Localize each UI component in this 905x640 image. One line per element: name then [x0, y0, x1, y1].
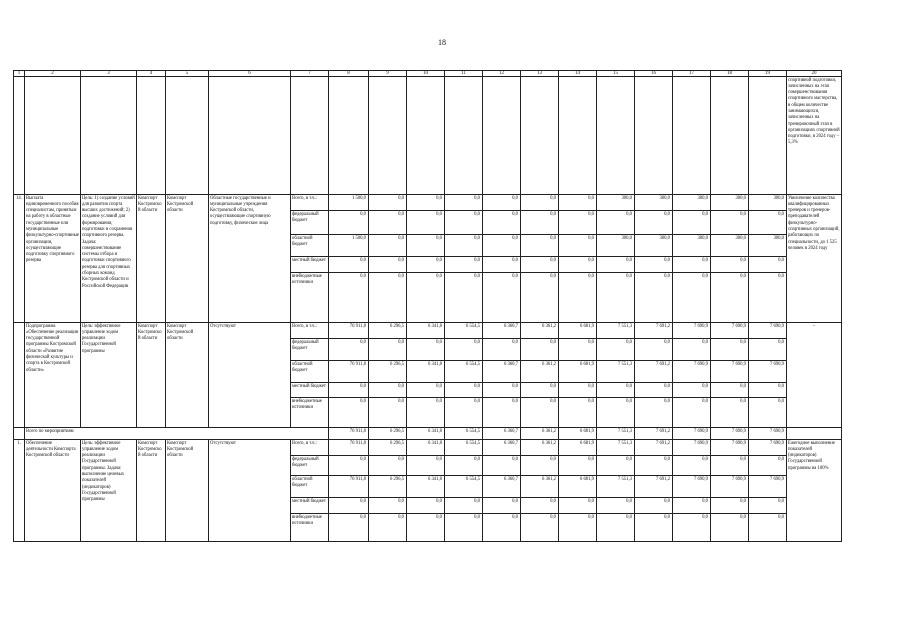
funding-source: внебюджетные источники	[291, 273, 329, 323]
amount-cell: 0,0	[597, 273, 635, 323]
empty-cell	[521, 77, 559, 195]
amount-cell: 6 554,5	[445, 361, 483, 383]
empty-cell	[559, 77, 597, 195]
amount-cell: 0,0	[521, 398, 559, 428]
amount-cell: 0,0	[635, 398, 673, 428]
amount-cell: 0,0	[635, 498, 673, 514]
amount-cell: 6 554,5	[445, 440, 483, 456]
amount-cell: 6 361,2	[521, 476, 559, 498]
amount-cell: 0,0	[369, 257, 407, 273]
amount-cell: 0,0	[521, 456, 559, 476]
amount-cell: 0,0	[673, 498, 711, 514]
amount-cell: 0,0	[673, 339, 711, 361]
goal-cell: Цель: эффективное управление ходом реализации Государственной программы	[81, 323, 137, 428]
column-number: 5	[166, 71, 209, 77]
column-number: 14	[559, 71, 597, 77]
amount-cell: 0,0	[635, 339, 673, 361]
amount-cell: 0,0	[329, 211, 369, 235]
empty-cell	[749, 77, 787, 195]
amount-cell: 0,0	[329, 339, 369, 361]
amount-cell: 7 690,9	[673, 476, 711, 498]
amount-cell: 0,0	[711, 339, 749, 361]
executor-cell: Комспорт Костромской области	[137, 195, 166, 323]
amount-cell: 0,0	[749, 383, 787, 398]
amount-cell: 6 360,7	[483, 476, 521, 498]
amount-cell: 7 690,9	[673, 361, 711, 383]
amount-cell: 76 911,8	[329, 428, 369, 440]
coexecutor-cell: Комспорт Костромской области	[166, 440, 209, 542]
amount-cell: 0,0	[407, 257, 445, 273]
column-number: 6	[209, 71, 291, 77]
amount-cell: 6 341,8	[407, 476, 445, 498]
amount-cell: 0,0	[711, 273, 749, 323]
funding-source: местный бюджет	[291, 383, 329, 398]
amount-cell: 7 691,2	[635, 428, 673, 440]
amount-cell: 0,0	[711, 211, 749, 235]
amount-cell: 0,0	[673, 211, 711, 235]
amount-cell: 0,0	[369, 273, 407, 323]
amount-cell: 7 551,3	[597, 428, 635, 440]
amount-cell: 0,0	[445, 383, 483, 398]
empty-cell	[597, 77, 635, 195]
amount-cell: 0,0	[559, 383, 597, 398]
amount-cell: 0,0	[407, 383, 445, 398]
amount-cell: 0,0	[711, 514, 749, 542]
amount-cell: 0,0	[369, 195, 407, 211]
amount-cell: 0,0	[445, 339, 483, 361]
amount-cell: 300,0	[711, 235, 749, 257]
result-cell: Ежегодное выполнение показателей (индикаторов) Государственной программы на 100%	[787, 440, 842, 542]
amount-cell: 7 690,9	[711, 428, 749, 440]
amount-cell: 0,0	[635, 273, 673, 323]
amount-cell: 7 690,9	[673, 440, 711, 456]
amount-cell: 0,0	[329, 398, 369, 428]
column-number: 9	[369, 71, 407, 77]
amount-cell: 300,0	[597, 235, 635, 257]
column-number: 17	[673, 71, 711, 77]
amount-cell: 7 690,9	[711, 476, 749, 498]
amount-cell: 0,0	[635, 211, 673, 235]
empty-cell	[291, 77, 329, 195]
amount-cell: 7 551,3	[597, 323, 635, 339]
empty-cell	[445, 77, 483, 195]
amount-cell: 0,0	[673, 398, 711, 428]
amount-cell: 0,0	[559, 498, 597, 514]
amount-cell: 7 690,9	[673, 428, 711, 440]
coexecutor-cell: Комспорт Костромской области	[166, 195, 209, 323]
amount-cell: 76 911,8	[329, 476, 369, 498]
column-number: 3	[81, 71, 137, 77]
goal-cell: Цель: 1) создание условий для развития спорта высших достижений; 2) создание условий для формирования, подготовки и сохранения спортивного резерва. Задача: совершенствование системы отбора и подготовки спортивного резерва для спортивных сборных команд Костромской области и Российской Федерации	[81, 195, 137, 323]
amount-cell: 0,0	[369, 514, 407, 542]
amount-cell: 0,0	[597, 339, 635, 361]
amount-cell: 6 681,9	[559, 440, 597, 456]
amount-cell: 6 681,9	[559, 361, 597, 383]
amount-cell: 0,0	[483, 456, 521, 476]
amount-cell: 0,0	[369, 339, 407, 361]
amount-cell: 7 551,3	[597, 476, 635, 498]
amount-cell: 300,0	[635, 235, 673, 257]
amount-cell: 7 691,2	[635, 361, 673, 383]
amount-cell: 0,0	[329, 498, 369, 514]
amount-cell: 0,0	[559, 211, 597, 235]
amount-cell: 0,0	[749, 498, 787, 514]
amount-cell: 0,0	[749, 257, 787, 273]
amount-cell: 0,0	[635, 514, 673, 542]
amount-cell: 0,0	[749, 514, 787, 542]
amount-cell: 300,0	[749, 195, 787, 211]
continuation-row	[14, 77, 842, 195]
amount-cell: 0,0	[329, 257, 369, 273]
amount-cell: 7 690,9	[711, 323, 749, 339]
amount-cell: 7 551,3	[597, 440, 635, 456]
amount-cell: 0,0	[369, 235, 407, 257]
amount-cell: 1 500,0	[329, 195, 369, 211]
amount-cell: 0,0	[483, 498, 521, 514]
amount-cell: 6 554,5	[445, 428, 483, 440]
column-number: 2	[25, 71, 81, 77]
amount-cell: 0,0	[445, 235, 483, 257]
amount-cell: 6 681,9	[559, 323, 597, 339]
amount-cell: 0,0	[407, 339, 445, 361]
empty-cell	[329, 77, 369, 195]
executor-cell: Комспорт Костромской области	[137, 323, 166, 428]
amount-cell: 0,0	[559, 456, 597, 476]
recipients-cell: Отсутствуют	[209, 440, 291, 542]
amount-cell: 0,0	[635, 257, 673, 273]
amount-cell: 0,0	[369, 398, 407, 428]
amount-cell: 0,0	[445, 211, 483, 235]
funding-source: Всего, в т.ч.:	[291, 440, 329, 456]
amount-cell: 0,0	[483, 514, 521, 542]
page-number: 18	[438, 38, 446, 47]
amount-cell: 0,0	[559, 398, 597, 428]
amount-cell: 7 690,9	[749, 428, 787, 440]
amount-cell: 6 681,9	[559, 476, 597, 498]
amount-cell: 0,0	[407, 273, 445, 323]
funding-row	[14, 195, 842, 211]
funding-source: областной бюджет	[291, 235, 329, 257]
amount-cell: 0,0	[369, 498, 407, 514]
amount-cell: 6 361,2	[521, 440, 559, 456]
result-cell: Увеличение количества квалифицированных тренеров и тренеров-преподавателей физкультурно-спортивных организаций, работающих по специальности, до 1 525 человек в 2024 году	[787, 195, 842, 323]
amount-cell: 0,0	[559, 235, 597, 257]
amount-cell: 300,0	[749, 235, 787, 257]
column-number: 12	[483, 71, 521, 77]
amount-cell: 0,0	[483, 273, 521, 323]
empty-cell	[25, 77, 81, 195]
amount-cell: 6 341,8	[407, 323, 445, 339]
funding-source: местный бюджет	[291, 257, 329, 273]
column-number: 11	[445, 71, 483, 77]
amount-cell: 0,0	[521, 498, 559, 514]
item-name: Выплата единовременного пособия специалистам, принятым на работу в областные государственные или муниципальные физкультурно-спортивные организации, осуществляющие подготовку спортивного резерва	[25, 195, 81, 323]
coexecutor-cell: Комспорт Костромской области	[166, 323, 209, 428]
amount-cell: 6 360,7	[483, 361, 521, 383]
program-table	[13, 70, 842, 542]
amount-cell: 7 690,9	[749, 361, 787, 383]
funding-source: областной бюджет	[291, 476, 329, 498]
amount-cell: 0,0	[407, 398, 445, 428]
amount-cell: 6 341,8	[407, 428, 445, 440]
amount-cell: 0,0	[445, 498, 483, 514]
amount-cell: 7 690,9	[711, 361, 749, 383]
amount-cell: 0,0	[597, 456, 635, 476]
empty-cell	[166, 77, 209, 195]
amount-cell: 0,0	[445, 456, 483, 476]
amount-cell: 0,0	[369, 383, 407, 398]
amount-cell: 6 360,7	[483, 323, 521, 339]
amount-cell: 0,0	[559, 195, 597, 211]
amount-cell: 7 691,2	[635, 323, 673, 339]
amount-cell: 0,0	[597, 383, 635, 398]
amount-cell: 6 554,5	[445, 476, 483, 498]
amount-cell: 0,0	[711, 257, 749, 273]
column-number: 4	[137, 71, 166, 77]
amount-cell: 0,0	[445, 257, 483, 273]
amount-cell: 6 341,8	[407, 440, 445, 456]
amount-cell: 6 296,5	[369, 361, 407, 383]
empty-cell	[209, 77, 291, 195]
amount-cell: 0,0	[369, 211, 407, 235]
item-name: Подпрограмма «Обеспечение реализации государственной программы Костромской области «Развитие физической культуры и спорта в Костромской области»	[25, 323, 81, 428]
amount-cell: 0,0	[521, 195, 559, 211]
recipients-cell: Областные государственные и муниципальные учреждения Костромской области, осуществляющие спортивную подготовку, физические лица	[209, 195, 291, 323]
empty-cell	[14, 77, 25, 195]
amount-cell: 0,0	[407, 456, 445, 476]
amount-cell: 0,0	[597, 498, 635, 514]
amount-cell: 7 690,9	[673, 323, 711, 339]
funding-source: местный бюджет	[291, 498, 329, 514]
amount-cell: 0,0	[597, 398, 635, 428]
amount-cell: 76 911,8	[329, 323, 369, 339]
empty-cell	[14, 428, 25, 440]
amount-cell: 0,0	[673, 257, 711, 273]
amount-cell: 0,0	[521, 273, 559, 323]
amount-cell: 300,0	[597, 195, 635, 211]
amount-cell: 300,0	[711, 195, 749, 211]
amount-cell: 0,0	[521, 235, 559, 257]
item-number: 14.	[14, 195, 25, 323]
column-number: 16	[635, 71, 673, 77]
item-number: 1.	[14, 440, 25, 542]
amount-cell: 0,0	[559, 514, 597, 542]
amount-cell: 7 690,9	[749, 323, 787, 339]
amount-cell: 300,0	[635, 195, 673, 211]
total-label: Всего по мероприятиям	[25, 428, 329, 440]
amount-cell: 0,0	[407, 514, 445, 542]
column-number: 1	[14, 71, 25, 77]
amount-cell: 6 554,5	[445, 323, 483, 339]
total-row	[14, 428, 842, 440]
amount-cell: 7 691,2	[635, 476, 673, 498]
amount-cell: 0,0	[711, 383, 749, 398]
amount-cell: 6 296,5	[369, 323, 407, 339]
funding-row	[14, 440, 842, 456]
amount-cell: 300,0	[673, 195, 711, 211]
amount-cell: 0,0	[673, 514, 711, 542]
amount-cell: 0,0	[483, 398, 521, 428]
amount-cell: 0,0	[521, 211, 559, 235]
amount-cell: 0,0	[521, 383, 559, 398]
amount-cell: 0,0	[445, 195, 483, 211]
amount-cell: 0,0	[445, 398, 483, 428]
amount-cell: 0,0	[445, 273, 483, 323]
amount-cell: 6 296,5	[369, 428, 407, 440]
executor-cell: Комспорт Костромской области	[137, 440, 166, 542]
amount-cell: 0,0	[329, 514, 369, 542]
amount-cell: 0,0	[407, 498, 445, 514]
column-number: 7	[291, 71, 329, 77]
empty-cell	[483, 77, 521, 195]
item-name: Обеспечение деятельности Комспорта Костромской области	[25, 440, 81, 542]
amount-cell: 6 360,7	[483, 428, 521, 440]
amount-cell: 0,0	[597, 257, 635, 273]
amount-cell: 0,0	[749, 339, 787, 361]
amount-cell: 0,0	[749, 211, 787, 235]
amount-cell: 0,0	[521, 514, 559, 542]
amount-cell: 0,0	[483, 257, 521, 273]
empty-cell	[673, 77, 711, 195]
funding-source: внебюджетные источники	[291, 514, 329, 542]
amount-cell: 6 361,2	[521, 428, 559, 440]
amount-cell: 0,0	[483, 383, 521, 398]
empty-cell	[787, 428, 842, 440]
amount-cell: 6 341,8	[407, 361, 445, 383]
amount-cell: 0,0	[749, 273, 787, 323]
amount-cell: 0,0	[329, 273, 369, 323]
funding-row	[14, 323, 842, 339]
amount-cell: 76 911,8	[329, 361, 369, 383]
result-cell: –	[787, 323, 842, 428]
amount-cell: 0,0	[521, 257, 559, 273]
amount-cell: 7 691,2	[635, 440, 673, 456]
amount-cell: 0,0	[635, 456, 673, 476]
amount-cell: 300,0	[673, 235, 711, 257]
empty-cell	[81, 77, 137, 195]
amount-cell: 0,0	[407, 195, 445, 211]
amount-cell: 0,0	[711, 498, 749, 514]
funding-source: федеральный бюджет	[291, 211, 329, 235]
amount-cell: 0,0	[483, 195, 521, 211]
amount-cell: 0,0	[369, 456, 407, 476]
amount-cell: 0,0	[711, 456, 749, 476]
amount-cell: 0,0	[483, 339, 521, 361]
column-number: 15	[597, 71, 635, 77]
column-number: 18	[711, 71, 749, 77]
amount-cell: 6 681,9	[559, 428, 597, 440]
goal-cell: Цель: эффективное управление ходом реализации Государственной программы. Задача: выполнение целевых показателей (индикаторов) Государственной программы	[81, 440, 137, 542]
empty-cell	[407, 77, 445, 195]
amount-cell: 0,0	[559, 339, 597, 361]
amount-cell: 7 551,3	[597, 361, 635, 383]
amount-cell: 6 361,2	[521, 361, 559, 383]
funding-source: федеральный бюджет	[291, 456, 329, 476]
funding-source: Всего, в т.ч.:	[291, 195, 329, 211]
amount-cell: 0,0	[407, 211, 445, 235]
amount-cell: 6 296,5	[369, 476, 407, 498]
item-number	[14, 323, 25, 428]
amount-cell: 0,0	[673, 273, 711, 323]
recipients-cell: Отсутствуют	[209, 323, 291, 428]
column-number: 8	[329, 71, 369, 77]
empty-cell	[711, 77, 749, 195]
column-number: 13	[521, 71, 559, 77]
amount-cell: 0,0	[673, 456, 711, 476]
funding-source: внебюджетные источники	[291, 398, 329, 428]
amount-cell: 0,0	[329, 456, 369, 476]
empty-cell	[137, 77, 166, 195]
amount-cell: 0,0	[483, 211, 521, 235]
funding-source: федеральный бюджет	[291, 339, 329, 361]
amount-cell: 7 690,9	[749, 476, 787, 498]
amount-cell: 6 360,7	[483, 440, 521, 456]
amount-cell: 0,0	[445, 514, 483, 542]
amount-cell: 6 361,2	[521, 323, 559, 339]
empty-cell	[635, 77, 673, 195]
amount-cell: 7 690,9	[749, 440, 787, 456]
amount-cell: 0,0	[749, 398, 787, 428]
amount-cell: 0,0	[749, 456, 787, 476]
empty-cell	[369, 77, 407, 195]
amount-cell: 7 690,9	[711, 440, 749, 456]
amount-cell: 0,0	[597, 211, 635, 235]
amount-cell: 6 296,5	[369, 440, 407, 456]
amount-cell: 0,0	[597, 514, 635, 542]
funding-source: областной бюджет	[291, 361, 329, 383]
column-number: 19	[749, 71, 787, 77]
amount-cell: 0,0	[673, 383, 711, 398]
amount-cell: 0,0	[521, 339, 559, 361]
amount-cell: 0,0	[559, 257, 597, 273]
result-cell: спортивной подготовки, зачисленных на этап совершенствования спортивного мастерства, в общем количестве занимающихся, зачисленных на тренировочный этап в организациях спортивной подготовки, в 2024 году – 5,3%	[787, 77, 842, 195]
column-number: 20	[787, 71, 842, 77]
column-number: 10	[407, 71, 445, 77]
amount-cell: 0,0	[559, 273, 597, 323]
amount-cell: 0,0	[483, 235, 521, 257]
amount-cell: 0,0	[711, 398, 749, 428]
amount-cell: 0,0	[407, 235, 445, 257]
amount-cell: 0,0	[329, 383, 369, 398]
amount-cell: 76 911,8	[329, 440, 369, 456]
amount-cell: 0,0	[635, 383, 673, 398]
amount-cell: 1 500,0	[329, 235, 369, 257]
funding-source: Всего, в т.ч.:	[291, 323, 329, 339]
